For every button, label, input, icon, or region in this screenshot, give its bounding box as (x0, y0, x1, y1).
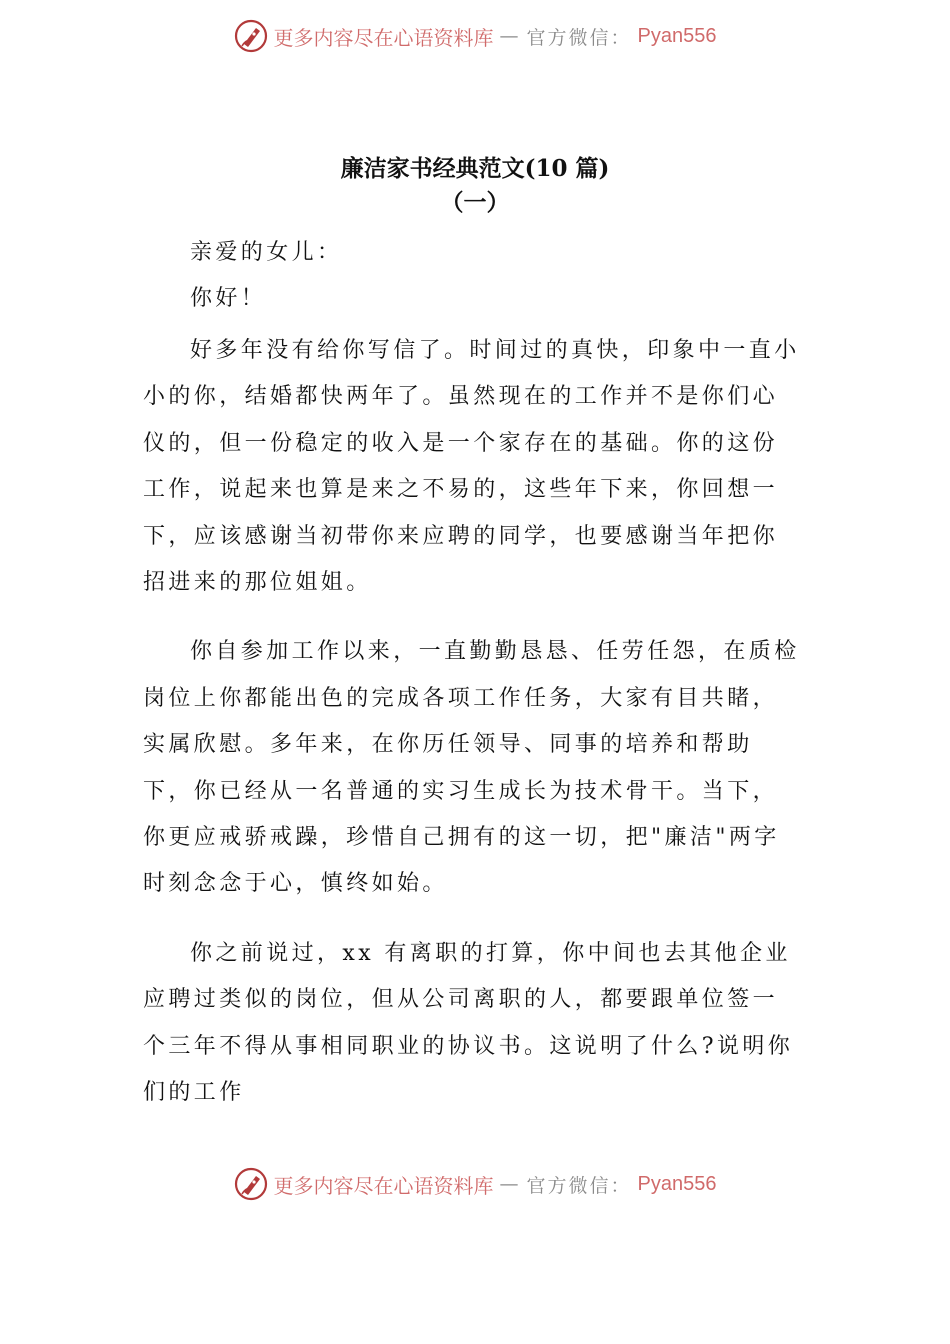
document-subtitle: （一） (440, 189, 510, 216)
banner-separator: — (499, 25, 521, 47)
promo-text: 更多内容尽在心语资料库 (273, 25, 494, 50)
header-banner (0, 16, 950, 56)
wechat-account: Pyan556 (637, 24, 717, 47)
letter-paragraph-3: 你之前说过，xx 有离职的打算，你中间也去其他企业应聘过类似的岗位，但从公司离职的人，都要跟单位签一个三年不得从事相同职业的协议书。这说明了什么?说明你们的工作 (143, 940, 794, 1106)
letter-body (143, 230, 803, 1117)
footer-banner (0, 1164, 950, 1204)
letter-paragraph-1: 好多年没有给你写信了。时间过的真快，印象中一直小小的你，结婚都快两年了。虽然现在的工作并不是你们心仪的，但一份稳定的收入是一个家存在的基础。你的这份工作，说起来也算是来之不易的，这些年下来，你回想一下，应该感谢当初带你来应聘的同学，也要感谢当年把你招进来的那位姐姐。 (143, 338, 800, 596)
document-title: 廉洁家书经典范文(10 篇) (340, 155, 610, 182)
wechat-account: Pyan556 (637, 1172, 717, 1195)
pen-nib-logo-icon (234, 1167, 268, 1201)
pen-nib-logo-icon (234, 19, 268, 53)
wechat-label: 官方微信： (526, 1174, 632, 1197)
letter-paragraph-2: 你自参加工作以来，一直勤勤恳恳、任劳任怨，在质检岗位上你都能出色的完成各项工作任务，大家有目共睹，实属欣慰。多年来，在你历任领导、同事的培养和帮助下，你已经从一名普通的实习生成长为技术骨干。当下，你更应戒骄戒躁，珍惜自己拥有的这一切，把"廉洁"两字时刻念念于心，慎终如始。 (143, 639, 800, 897)
letter-salutation: 亲爱的女儿： (190, 240, 343, 265)
wechat-label: 官方微信： (526, 26, 632, 49)
letter-greeting: 你好！ (190, 286, 267, 311)
promo-text: 更多内容尽在心语资料库 (273, 1173, 494, 1198)
banner-separator: — (499, 1173, 521, 1195)
